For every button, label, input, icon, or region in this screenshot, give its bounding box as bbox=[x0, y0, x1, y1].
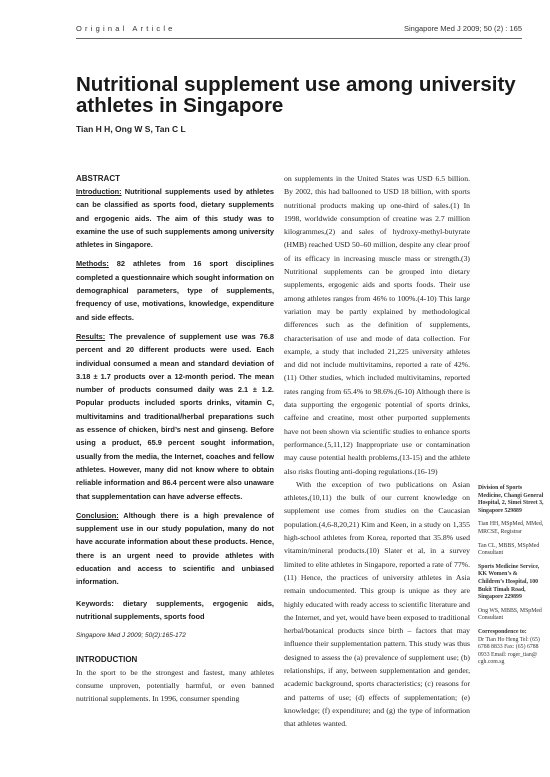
author-tan: Tan CL, MBBS, MSpMed Consultant bbox=[478, 542, 540, 557]
author-tian: Tian HH, MSpMed, MMed, MRCSE, Registrar bbox=[478, 521, 544, 535]
abstract-heading: ABSTRACT bbox=[76, 174, 120, 183]
abstract-conclusion bbox=[76, 509, 274, 589]
introduction-text: In the sport to be the strongest and fastest, many athletes consume unproven, potentially harmful, or even banned nutritional supplements. In 1996, consumer spending bbox=[76, 667, 274, 704]
abstract-conclusion-label: Conclusion: bbox=[76, 510, 119, 520]
abstract-introduction-label: Introduction: bbox=[76, 187, 122, 196]
abstract-results-label: Results: bbox=[76, 331, 106, 341]
affiliation-changi: Division of Sports Medicine, Changi General Hospital, 2, Simei Street 3, Singapore 529889 bbox=[478, 485, 544, 514]
body-paragraph-1: on supplements in the United States was USD 6.5 billion. By 2002, this had ballooned to USD 18 billion, with sports nutritional products making up one-third of sales.(1) In 1998, worldwide consumption of creatine was 2.7 million kilogrammes,(2) and sales of hydroxy-methyl-butyrate (HMB) reached USD 50–60 million, despite any clear proof of its efficacy in increasing muscle mass or strength.(3) Nutritional supplements can be grouped into dietary supplements, ergogenic aids and sports foods. Their use among athletes ranges from 46% to 100%.(4-10) This large variation may be partly explained by methodological differences such as the definition of supplements, characterisation of use and mode of data collection. For example, a study that included 21,225 university athletes and did not include multivitamins, reported a rate of 42%.(11) Other studies, which included multivitamins, reported rates ranging from 65.4% to 98.6%.(6-10) Although there is data supporting the ergogenic potential of sports drinks, caffeine and creatine, most other purported supplements have not been shown via scientific studies to enhance sports performance.(5,11,12) Inappropriate use or contamination may cause potential health problems,(13-15) and the athlete also risks flouting anti-doping regulations.(16-19) bbox=[284, 174, 470, 476]
affiliation-kk: Sports Medicine Service, KK Women’s & Children’s Hospital, 100 Bukit Timah Road, Singapore 229899 bbox=[478, 563, 540, 601]
abstract-column bbox=[76, 172, 274, 711]
abstract-results-text: The prevalence of supplement use was 76.8 percent and 20 different products were used. Each individual consumed a mean and standard deviation of 3.18 ± 1.7 products over a 12-month period. The mean number of products consumed daily was 2.1 ± 1.2. Popular products included sports drinks, vitamin C, multivitamins and traditional/herbal preparations such as essence of chicken, bird’s nest and ginseng. Before using a product, 65.9 percent sought information, usually from the media, the Internet, coaches and fellow athletes. However, many did not know where to obtain reliable information and 86.4 percent were also unaware that supplementation can have adverse effects. bbox=[76, 331, 274, 501]
author-ong: Ong WS, MBBS, MSpMed Consultant bbox=[478, 607, 542, 622]
article-title: Nutritional supplement use among university athletes in Singapore bbox=[76, 73, 516, 117]
journal-citation-header: Singapore Med J 2009; 50 (2) : 165 bbox=[404, 24, 522, 33]
body-column bbox=[284, 172, 470, 730]
correspondence-label: Correspondence to: bbox=[478, 628, 527, 635]
author-affiliations bbox=[478, 485, 544, 673]
body-paragraph-2: With the exception of two publications on Asian athletes,(10,11) the bulk of our current knowledge on supplement use comes from studies on the Caucasian population.(4,6-8,20,21) Kim and Keen, in a study on 1,355 high-school athletes from Korea, reported that 35.8% used vitamin/mineral products.(10) Slater et al, in a survey limited to elite athletes in Singapore, reported a rate of 77%.(11) Hence, the practices of university athletes in Asia remain undocumented. This group is unique as they are highly educated with ready access to scientific literature and the Internet, and yet, would have been exposed to traditional herbal/botanical products since birth – factors that may influence their supplementation pattern. This study was thus designed to assess the (a) prevalence of supplement use; (b) relationships, if any, between supplementation and gender, academic background, sports characteristics; (c) reasons for and patterns of use; (d) effects of supplementation; (e) knowledge; (f) expenditure; and (g) the type of information that athletes wanted. bbox=[284, 479, 470, 729]
abstract-methods bbox=[76, 257, 274, 323]
keywords: Keywords: dietary supplements, ergogenic aids, nutritional supplements, sports food bbox=[76, 598, 274, 621]
abstract-conclusion-text: Although there is a high prevalence of supplement use in our study population, many do not have accurate information about these products. Hence, there is an urgent need to provide athletes with education and access to scientific and unbiased information. bbox=[76, 510, 274, 587]
correspondence-details: Dr Tian Ho Heng Tel: (65) 6788 8833 Fax: (65) 6788 0933 Email: roger_tian@ cgh.com.sg bbox=[478, 636, 540, 666]
article-type-header: Original Article bbox=[76, 24, 176, 33]
author-list: Tian H H, Ong W S, Tan C L bbox=[76, 124, 186, 134]
citation-line: Singapore Med J 2009; 50(2):165-172 bbox=[76, 632, 186, 640]
introduction-heading: INTRODUCTION bbox=[76, 654, 138, 664]
abstract-methods-label: Methods: bbox=[76, 259, 109, 269]
abstract-introduction-text: Nutritional supplements used by athletes can be classified as sports food, dietary supplements and ergogenic aids. The aim of this study was to examine the use of such supplements among university athletes in Singapore. bbox=[76, 187, 274, 250]
abstract-introduction bbox=[76, 185, 274, 251]
abstract-methods-text: 82 athletes from 16 sport disciplines completed a questionnaire which sought information on demographical parameters, type of supplements, frequency of use, motivations, knowledge, expenditure and side effects. bbox=[76, 259, 274, 322]
abstract-results bbox=[76, 330, 274, 503]
header-rule bbox=[76, 38, 522, 39]
